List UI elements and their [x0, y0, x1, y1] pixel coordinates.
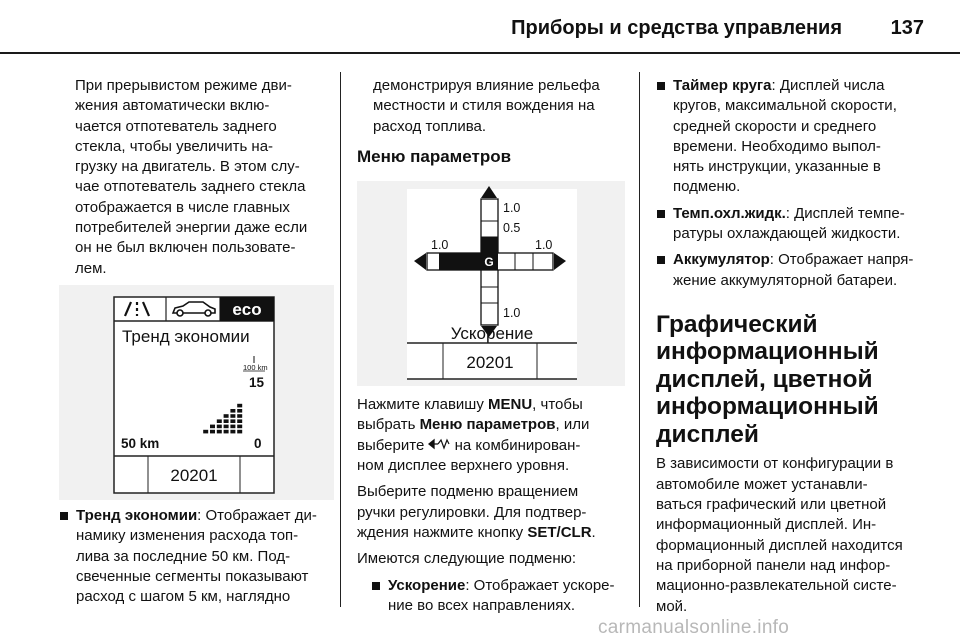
eco-bar-segment	[224, 414, 229, 418]
column-1	[59, 76, 334, 613]
bullet-square	[60, 512, 68, 520]
scale-bottom: 1.0	[503, 306, 521, 321]
bullet-lap-timer: Таймер круга: Дисплей числа кругов, максимальной скорости, средней скорости и среднего времени. Необходимо выпол- нять инструкции, указанные в подменю.	[656, 76, 931, 198]
eco-badge-label: eco	[232, 299, 262, 319]
eco-bar-segment	[237, 409, 242, 413]
continued-paragraph: демонстрируя влияние рельефа местности и стиля вождения на расход топлива.	[373, 77, 600, 135]
eco-bar-segment	[224, 419, 229, 423]
eco-bar-segment	[237, 404, 242, 408]
bullet-square	[657, 256, 665, 264]
bullet-battery: Аккумулятор: Отображает напря- жение аккумуляторной батареи.	[656, 250, 931, 291]
bullet-square	[657, 82, 665, 90]
bullet-acceleration: Ускорение: Отображает ускоре- ние во всех направлениях.	[371, 576, 627, 617]
eco-bar-segment	[237, 430, 242, 434]
eco-trend-figure	[59, 285, 334, 500]
watermark: carmanualsonline.info	[598, 617, 790, 638]
page-header	[0, 0, 960, 52]
eco-bar-segment	[210, 425, 215, 429]
bullet-square	[372, 582, 380, 590]
parameters-menu-icon	[428, 438, 450, 451]
eco-bar-segment	[237, 419, 242, 423]
eco-bar-segment	[230, 425, 235, 429]
g-force-figure	[357, 181, 625, 386]
intro-paragraph: При прерывистом режиме дви- жения автоматически вклю- чается отпотеватель заднего стекла, чтобы увеличить на- грузку на двигатель. В этом слу- чае отпотеватель заднего стекла отображается в числе главных потребителей энергии даже если он не был включен пользовате- лем.	[75, 77, 308, 277]
eco-bar-segment	[203, 430, 208, 434]
bullet-coolant-temp: Темп.охл.жидк.: Дисплей темпе- ратуры охлаждающей жидкости.	[656, 204, 931, 245]
g-figure-code: 20201	[466, 353, 514, 373]
eco-bar-segment	[230, 419, 235, 423]
eco-bar-segment	[217, 430, 222, 434]
header-title: Приборы и средства управления	[511, 17, 842, 39]
section-heading-parameters: Меню параметров	[357, 146, 512, 166]
column-2	[357, 76, 627, 622]
header-rule	[0, 52, 960, 54]
g-center-label: G	[484, 255, 494, 270]
section-heading-info-display: Графический информационный дисплей, цветной информационный дисплей	[656, 310, 879, 448]
eco-bar-segment	[230, 430, 235, 434]
scale-zero-label: 0	[254, 435, 262, 451]
scale-top-value: 15	[249, 374, 265, 390]
menu-paragraph: Нажмите клавишу MENU, чтобы выбрать Меню параметров, или выберите на комбинирован- ном дисплее верхнего уровня.	[357, 396, 590, 475]
eco-bar-segment	[230, 414, 235, 418]
column-divider-1	[340, 72, 341, 607]
bullet-eco-trend: Тренд экономии: Отображает ди- намику изменения расхода топ- лива за последние 50 км. Под- свеченные сегменты показывают расход с шагом 5 км, наглядно	[59, 506, 334, 607]
eco-bar-segment	[224, 430, 229, 434]
g-vertical-bar	[481, 237, 498, 253]
eco-bar-segment	[217, 425, 222, 429]
eco-figure-code: 20201	[170, 465, 218, 485]
eco-bar-segment	[224, 425, 229, 429]
scale-top-1: 1.0	[503, 201, 521, 216]
eco-bar-segment	[210, 430, 215, 434]
bullet-square	[657, 210, 665, 218]
eco-bar-segment	[230, 409, 235, 413]
submenu-paragraph: Выберите подменю вращением ручки регулировки. Для подтвер- ждения нажмите кнопку SET/CLR.	[357, 483, 596, 541]
scale-top-05: 0.5	[503, 221, 521, 236]
g-figure-caption: Ускорение	[450, 324, 534, 344]
eco-bar-segment	[237, 425, 242, 429]
unit-label: 100 km	[243, 362, 268, 372]
g-force-display	[357, 181, 625, 386]
scale-left-label: 50 km	[121, 435, 160, 451]
available-submenus: Имеются следующие подменю:	[357, 550, 577, 568]
eco-bar-segment	[237, 414, 242, 418]
column-3	[656, 76, 931, 623]
eco-trend-display	[59, 285, 334, 500]
scale-left: 1.0	[431, 238, 449, 253]
eco-trend-title: Тренд экономии	[122, 326, 250, 346]
eco-bar-segment	[217, 419, 222, 423]
page-number: 137	[890, 17, 924, 39]
scale-right: 1.0	[535, 238, 553, 253]
info-display-paragraph: В зависимости от конфигурации в автомобиле может устанавли- ваться графический или цветной информационный дисплей. Ин- формационный дисплей находится на приборной панели над инфор- мационно-развлекательной систе- мой.	[656, 455, 903, 615]
column-divider-2	[639, 72, 640, 607]
